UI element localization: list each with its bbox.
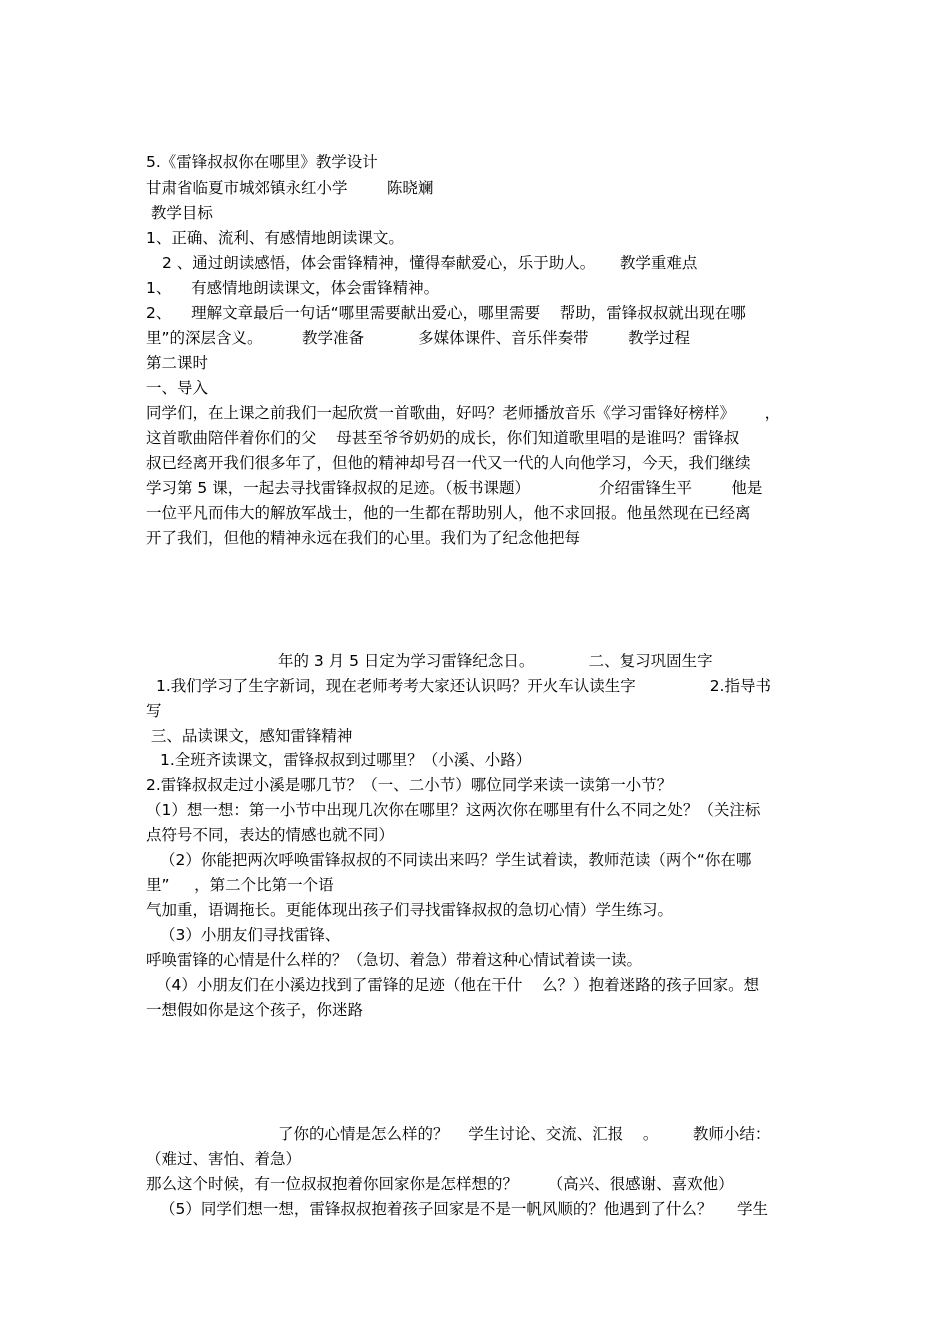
section-heading: 第二课时 <box>146 354 209 372</box>
author-line: 甘肃省临夏市城郊镇永红小学 陈晓斓 <box>146 179 434 197</box>
text-line: 1.我们学习了生字新词，现在老师考考大家还认识吗？开火车认读生字 2.指导书 <box>156 677 771 695</box>
text-line: 那么这个时候，有一位叔叔抱着你回家你是怎样想的？ （高兴、很感谢、喜欢他） <box>146 1175 734 1193</box>
text-line: 气加重，语调拖长。更能体现出孩子们寻找雷锋叔叔的急切心情）学生练习。 <box>146 901 674 919</box>
text-line: （难过、害怕、着急） <box>146 1150 302 1168</box>
section-heading: 一、导入 <box>146 379 209 397</box>
text-line: 点符号不同，表达的情感也就不同） <box>146 826 395 844</box>
text-line: （4）小朋友们在小溪边找到了雷锋的足迹（他在干什 么？）抱着迷路的孩子回家。想 <box>156 976 760 994</box>
doc-title: 5.《雷锋叔叔你在哪里》教学设计 <box>146 153 378 171</box>
text-line: （3）小朋友们寻找雷锋、 <box>160 926 341 944</box>
text-line: 2.雷锋叔叔走过小溪是哪几节？（一、二小节）哪位同学来读一读第一小节？ <box>146 776 673 794</box>
text-line: 写 <box>146 702 162 720</box>
text-line: 年的 3 月 5 日定为学习雷锋纪念日。 二、复习巩固生字 <box>278 652 713 670</box>
section-heading: 三、品读课文，感知雷锋精神 <box>146 727 353 745</box>
text-line: 一想假如你是这个孩子，你迷路 <box>146 1001 364 1019</box>
text-line: （5）同学们想一想，雷锋叔叔抱着孩子回家是不是一帆风顺的？他遇到了什么？ 学生 <box>160 1200 768 1218</box>
text-line: 1.全班齐读课文，雷锋叔叔到过哪里？（小溪、小路） <box>160 751 532 769</box>
text-line: 同学们，在上课之前我们一起欣赏一首歌曲，好吗？老师播放音乐《学习雷锋好榜样》 ， <box>146 404 781 422</box>
text-line: 里”的深层含义。 教学准备 多媒体课件、音乐伴奏带 教学过程 <box>146 329 691 347</box>
text-line: 2 、通过朗读感悟，体会雷锋精神，懂得奉献爱心，乐于助人。 教学重难点 <box>162 254 698 272</box>
text-line: （2）你能把两次呼唤雷锋叔叔的不同读出来吗？学生试着读，教师范读（两个“你在哪 <box>160 851 752 869</box>
text-line: （1）想一想：第一小节中出现几次你在哪里？这两次你在哪里有什么不同之处？（关注标 <box>146 801 761 819</box>
text-line: 呼唤雷锋的心情是什么样的？（急切、着急）带着这种心情试着读一读。 <box>146 951 643 969</box>
text-line: 一位平凡而伟大的解放军战士，他的一生都在帮助别人，他不求回报。他虽然现在已经离 <box>146 504 751 522</box>
text-line: 学习第 5 课，一起去寻找雷锋叔叔的足迹。（板书课题） 介绍雷锋生平 他是 <box>146 479 763 497</box>
text-line: 叔已经离开我们很多年了，但他的精神却号召一代又一代的人向他学习，今天，我们继续 <box>146 454 751 472</box>
section-heading: 教学目标 <box>146 204 213 222</box>
text-line: 里” ，第二个比第一个语 <box>146 876 334 894</box>
text-line: 这首歌曲陪伴着你们的父 母甚至爷爷奶奶的成长，你们知道歌里唱的是谁吗？雷锋叔 <box>146 429 740 447</box>
text-line: 2、 理解文章最后一句话“哪里需要献出爱心，哪里需要 帮助，雷锋叔叔就出现在哪 <box>146 304 746 322</box>
text-line: 开了我们，但他的精神永远在我们的心里。我们为了纪念他把每 <box>146 529 581 547</box>
text-line: 了你的心情是怎么样的？ 学生讨论、交流、汇报 。 教师小结： <box>278 1125 771 1143</box>
text-line: 1、正确、流利、有感情地朗读课文。 <box>146 229 404 247</box>
text-line: 1、 有感情地朗读课文，体会雷锋精神。 <box>146 279 440 297</box>
